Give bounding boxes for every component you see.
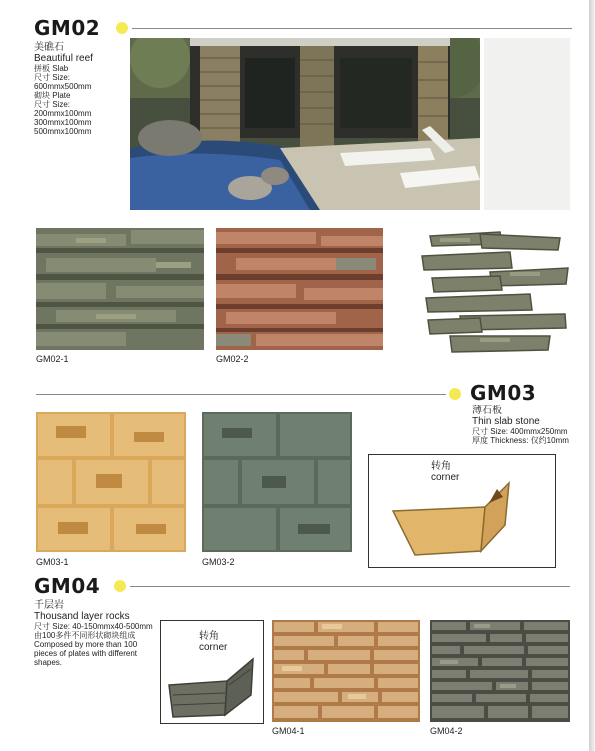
- gm03-corner-cn: 转角: [431, 461, 451, 472]
- gm02-en-name: Beautiful reef: [34, 53, 93, 64]
- gm02-panel-stone: [420, 228, 570, 358]
- gm02-code: GM02: [34, 16, 101, 40]
- gm02-spec-4: 砌块 Plate: [34, 91, 71, 100]
- gm03-2-swatch: [202, 412, 352, 552]
- gm02-spec-1: 拼板 Slab: [34, 64, 69, 73]
- gm04-2-swatch: [430, 620, 570, 722]
- gm02-divider: [132, 28, 572, 29]
- gm03-accent-dot: [449, 388, 461, 400]
- gm04-cn-name: 千层岩: [34, 600, 64, 611]
- gm02-accent-dot: [116, 22, 128, 34]
- gm03-corner-piece: [385, 475, 515, 561]
- gm03-1-swatch: [36, 412, 186, 552]
- gm04-corner-piece: [165, 655, 259, 721]
- gm04-spec-5: shapes.: [34, 658, 63, 667]
- gm04-spec-3: Composed by more than 100: [34, 640, 138, 649]
- gm03-divider: [36, 394, 446, 395]
- gm02-1-swatch: [36, 228, 204, 350]
- gm04-corner-cn: 转角: [199, 631, 219, 642]
- gm04-2-caption: GM04-2: [430, 726, 463, 736]
- gm03-code: GM03: [470, 381, 537, 405]
- gm02-spec-2: 尺寸 Size:: [34, 73, 71, 82]
- gm02-cn-name: 美礁石: [34, 42, 64, 53]
- gm02-scene-photo: [130, 38, 480, 210]
- gm02-2-swatch: [216, 228, 383, 350]
- gm03-corner-box: [368, 454, 556, 568]
- page-edge-shadow: [589, 0, 595, 751]
- gm03-info: [472, 405, 572, 445]
- gm03-spec-2: 厚度 Thickness: 仅约10mm: [472, 436, 569, 445]
- gm04-info: [34, 600, 160, 667]
- gm04-corner-en: corner: [199, 642, 228, 653]
- gm02-spec-8: 500mmx100mm: [34, 127, 92, 136]
- gm03-2-caption: GM03-2: [202, 557, 235, 567]
- gm04-code: GM04: [34, 574, 101, 598]
- gm02-spec-5: 尺寸 Size:: [34, 100, 71, 109]
- gm04-divider: [130, 586, 570, 587]
- gm04-1-caption: GM04-1: [272, 726, 305, 736]
- gm02-1-caption: GM02-1: [36, 354, 69, 364]
- gm04-spec-2: 由100多件不同形状砌块组成: [34, 631, 136, 640]
- gm03-en-name: Thin slab stone: [472, 416, 540, 427]
- gm02-info: [34, 42, 130, 136]
- gm04-corner-box: [160, 620, 264, 724]
- gm03-cn-name: 薄石板: [472, 405, 502, 416]
- gm04-accent-dot: [114, 580, 126, 592]
- gm04-spec-1: 尺寸 Size: 40-150mmx40-500mm: [34, 622, 153, 631]
- gm03-spec-1: 尺寸 Size: 400mmx250mm: [472, 427, 568, 436]
- gm02-spec-6: 200mmx100mm: [34, 109, 92, 118]
- gm04-1-swatch: [272, 620, 420, 722]
- gm02-2-caption: GM02-2: [216, 354, 249, 364]
- gm03-1-caption: GM03-1: [36, 557, 69, 567]
- gm04-en-name: Thousand layer rocks: [34, 611, 130, 622]
- gm02-spec-7: 300mmx100mm: [34, 118, 92, 127]
- gm04-spec-4: pieces of plates with different: [34, 649, 138, 658]
- gm03-corner-en: corner: [431, 472, 460, 483]
- gm02-spec-3: 600mmx500mm: [34, 82, 92, 91]
- gm02-scene-blank-panel: [484, 38, 570, 210]
